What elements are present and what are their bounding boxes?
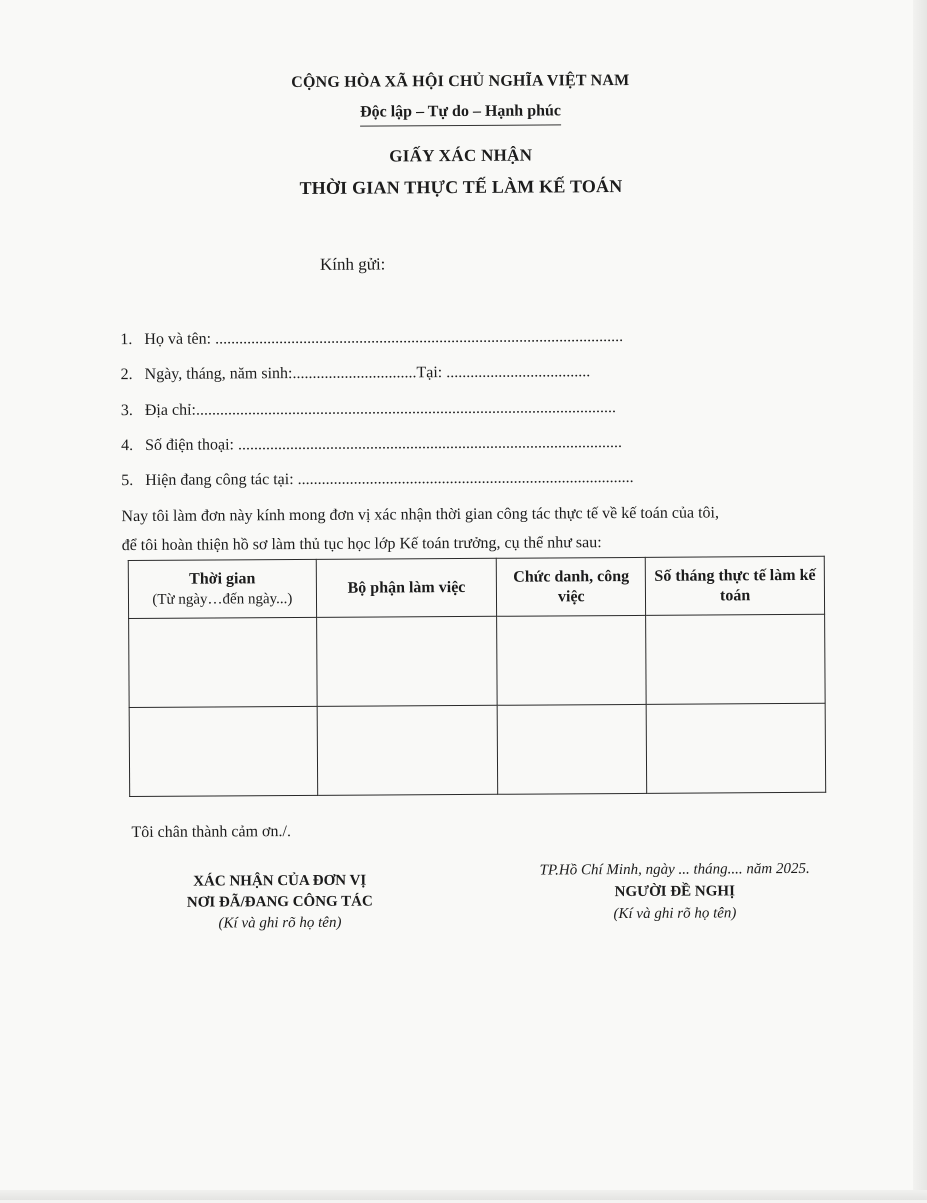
- employer-confirmation-subtitle: NƠI ĐÃ/ĐANG CÔNG TÁC: [186, 893, 373, 911]
- addressee-label: Kính gửi:: [319, 254, 386, 274]
- field-text: Số điện thoại: ................................................................................................: [144, 434, 622, 454]
- field-number: 1.: [120, 331, 133, 349]
- closing-thanks: Tôi chân thành cảm ơn./.: [131, 823, 291, 842]
- table-cell[interactable]: [497, 615, 646, 705]
- employer-signature-note: (Kí và ghi rõ họ tên): [218, 914, 342, 932]
- employer-confirmation-title: XÁC NHẬN CỦA ĐƠN VỊ: [193, 872, 367, 890]
- table-cell[interactable]: [129, 617, 317, 707]
- field-phone: [121, 433, 791, 455]
- header-label: Chức danh, công việc: [513, 567, 630, 605]
- request-paragraph-line-1: Nay tôi làm đơn này kính mong đơn vị xác nhận thời gian công tác thực tế về kế toán của tôi,: [121, 504, 719, 526]
- header-sublabel: (Từ ngày…đến ngày...): [152, 590, 293, 608]
- employer-confirmation-block: [150, 870, 410, 935]
- field-birth-date-place: [121, 362, 791, 384]
- header-position: [497, 557, 646, 616]
- field-number: 4.: [120, 437, 134, 455]
- header-label: Số tháng thực tế làm kế toán: [654, 566, 816, 604]
- applicant-title: NGƯỜI ĐỀ NGHỊ: [614, 883, 735, 901]
- field-full-name: [120, 327, 790, 349]
- header-department: [316, 558, 497, 617]
- header-label: Bộ phận làm việc: [347, 578, 466, 597]
- table-row: [129, 703, 826, 796]
- place-date-line: TP.Hồ Chí Minh, ngày ... tháng.... năm 2025.: [539, 860, 810, 879]
- field-text: Hiện đang công tác tại: ....................................................................................: [145, 468, 634, 489]
- table-header-row: [128, 556, 824, 618]
- field-text: Họ và tên: ......................................................................................................: [144, 328, 624, 348]
- national-motto: Độc lập – Tự do – Hạnh phúc: [360, 102, 561, 126]
- table-row: [129, 614, 826, 707]
- table-cell[interactable]: [316, 616, 497, 706]
- header-time-period: [128, 559, 316, 618]
- table-cell[interactable]: [317, 705, 498, 795]
- field-text: Ngày, tháng, năm sinh:...............................Tại: ....................................: [144, 363, 591, 383]
- applicant-signature-note: (Kí và ghi rõ họ tên): [613, 905, 737, 923]
- work-history-table: [128, 556, 826, 797]
- document-title: GIẤY XÁC NHẬN: [389, 145, 533, 166]
- field-current-workplace: [121, 468, 791, 490]
- table-cell[interactable]: [129, 706, 317, 796]
- field-number: 5.: [121, 472, 134, 490]
- header-accounting-months: [645, 556, 824, 615]
- field-text: Địa chỉ:.........................................................................................................: [144, 399, 616, 419]
- national-title: CỘNG HÒA XÃ HỘI CHỦ NGHĨA VIỆT NAM: [291, 71, 630, 92]
- table-cell[interactable]: [498, 704, 647, 794]
- table-cell[interactable]: [646, 703, 825, 793]
- field-number: 2.: [120, 366, 133, 384]
- field-number: 3.: [120, 402, 133, 420]
- applicant-signature-block: [490, 858, 860, 926]
- header-label: Thời gian: [189, 569, 256, 588]
- motto-line: [0, 100, 924, 129]
- request-paragraph-line-2: để tôi hoàn thiện hồ sơ làm thủ tục học lớp Kế toán trưởng, cụ thể như sau:: [121, 534, 602, 555]
- field-address: [121, 398, 791, 420]
- document-subtitle: THỜI GIAN THỰC TẾ LÀM KẾ TOÁN: [299, 176, 623, 198]
- table-cell[interactable]: [646, 614, 825, 704]
